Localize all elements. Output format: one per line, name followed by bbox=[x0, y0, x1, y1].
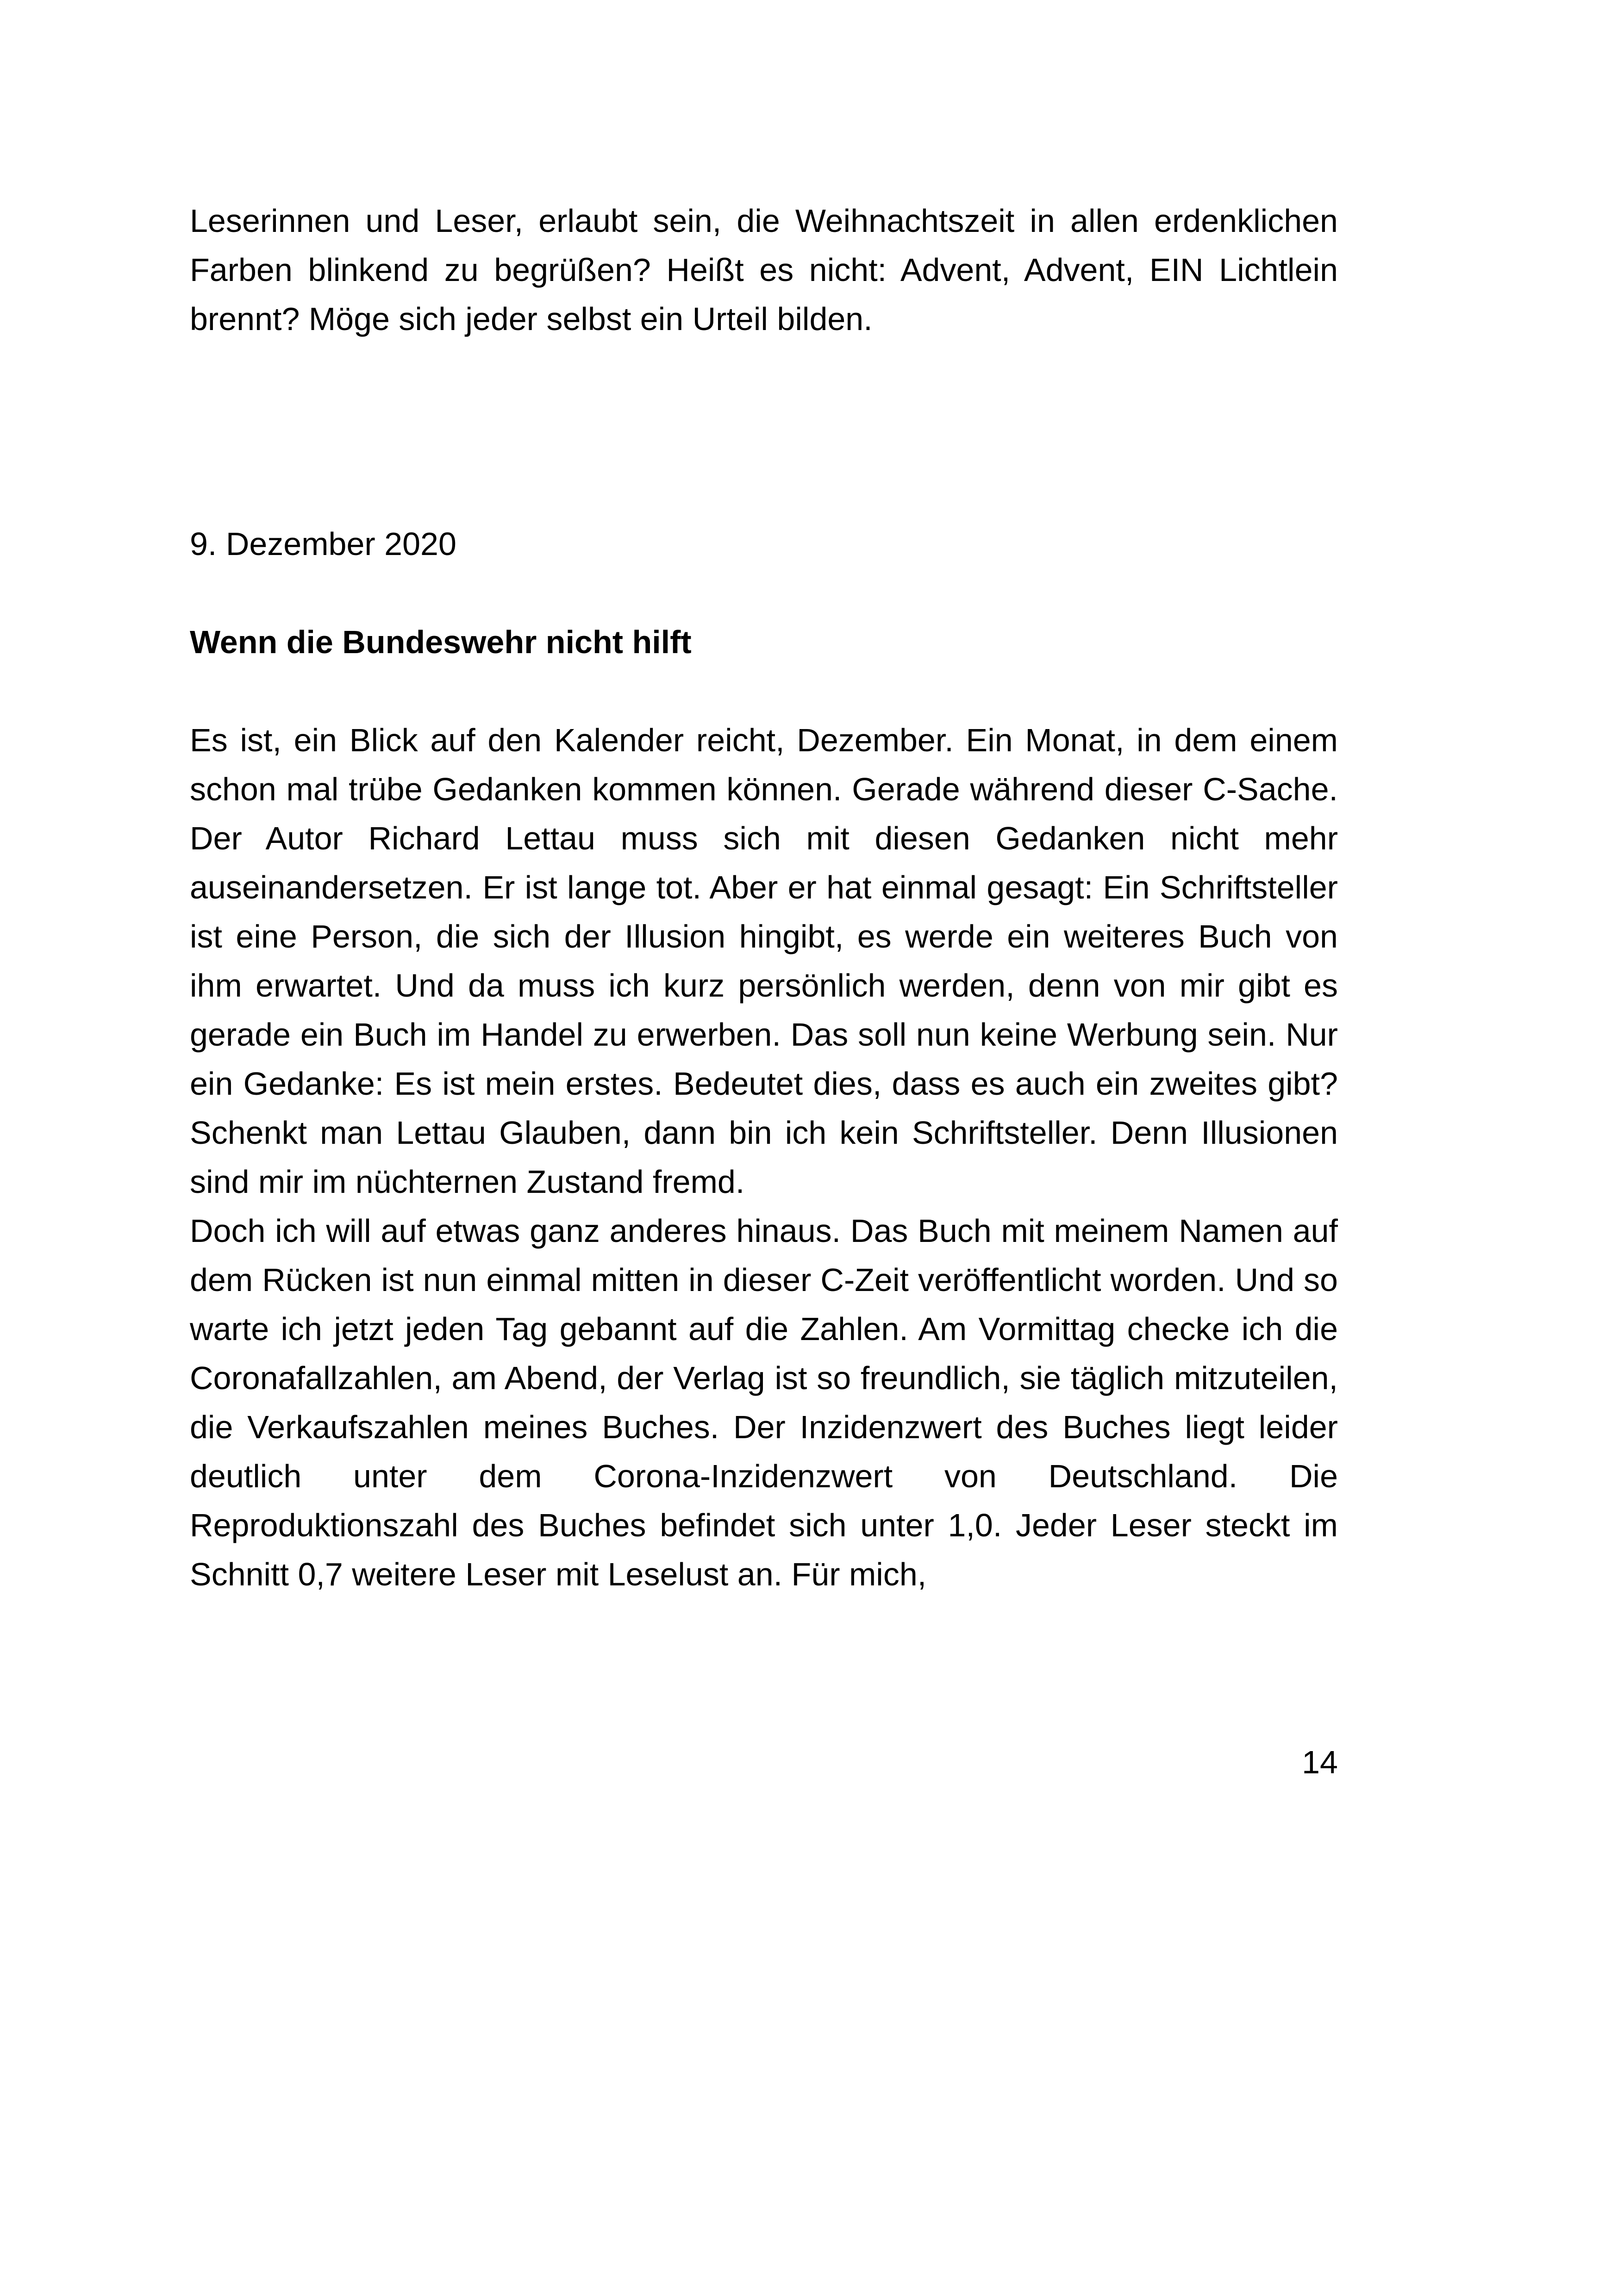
section-title: Wenn die Bundeswehr nicht hilft bbox=[190, 624, 692, 660]
paragraph-intro: Leserinnen und Leser, erlaubt sein, die Weihnachtszeit in allen erdenklichen Farben blinkend zu begrüßen? Heißt es nicht: Advent, Advent, EIN Lichtlein brennt? Möge sich jeder selbst ein Urteil bilden. bbox=[190, 203, 1338, 337]
page-number: 14 bbox=[1302, 1744, 1338, 1780]
date-heading: 9. Dezember 2020 bbox=[190, 526, 456, 562]
paragraph-body-1: Es ist, ein Blick auf den Kalender reicht, Dezember. Ein Monat, in dem einem schon mal trübe Gedanken kommen können. Gerade während dieser C-Sache. Der Autor Richard Lettau muss sich mit diesen Gedanken nicht mehr auseinandersetzen. Er ist lange tot. Aber er hat einmal gesagt: Ein Schriftsteller ist eine Person, die sich der Illusion hingibt, es werde ein weiteres Buch von ihm erwartet. Und da muss ich kurz persönlich werden, denn von mir gibt es gerade ein Buch im Handel zu erwerben. Das soll nun keine Werbung sein. Nur ein Gedanke: Es ist mein erstes. Bedeutet dies, dass es auch ein zweites gibt? Schenkt man Lettau Glauben, dann bin ich kein Schriftsteller. Denn Illusionen sind mir im nüchternen Zustand fremd. bbox=[190, 722, 1338, 1200]
paragraph-body-2: Doch ich will auf etwas ganz anderes hinaus. Das Buch mit meinem Namen auf dem Rücken ist nun einmal mitten in dieser C-Zeit veröffentlicht worden. Und so warte ich jetzt jeden Tag gebannt auf die Zahlen. Am Vormittag checke ich die Coronafallzahlen, am Abend, der Verlag ist so freundlich, sie täglich mitzuteilen, die Verkaufszahlen meines Buches. Der Inzidenzwert des Buches liegt leider deutlich unter dem Corona-Inzidenzwert von Deutschland. Die Reproduktionszahl des Buches befindet sich unter 1,0. Jeder Leser steckt im Schnitt 0,7 weitere Leser mit Leselust an. Für mich, bbox=[190, 1213, 1338, 1592]
